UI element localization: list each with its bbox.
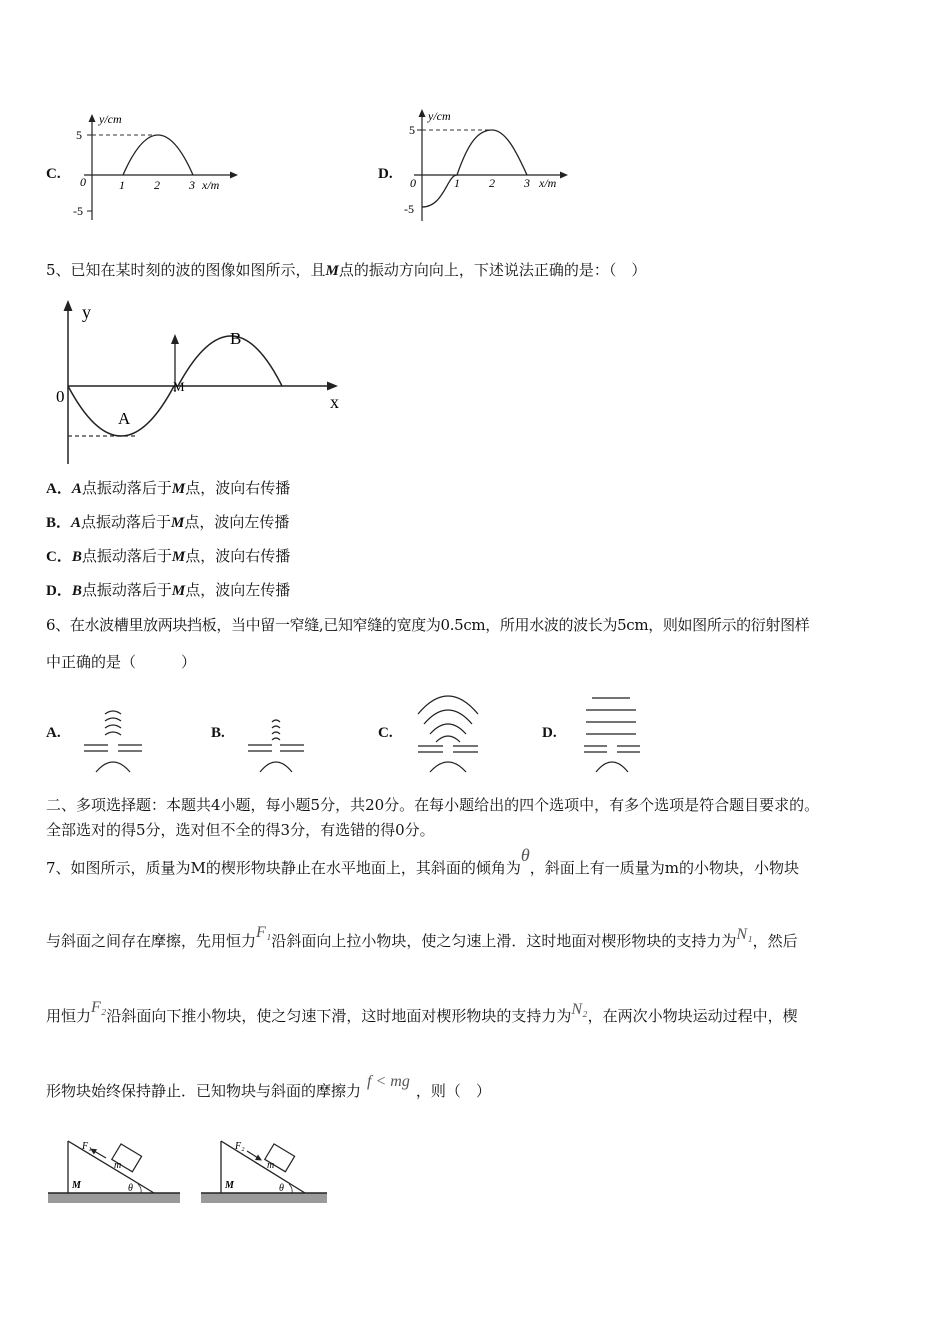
q7-fig1-M: M [72,1180,81,1191]
section2-line1: 二、多项选择题：本题共4小题，每小题5分，共20分。在每小题给出的四个选项中，有多个选项是符合题目要求的。 [46,796,820,814]
q6-stem-line2: 中正确的是（ ） [46,653,197,671]
d-x-axis-label: x/m [539,176,557,190]
q7-figure-1 [46,1135,184,1207]
q6-option-a-label[interactable]: A. [46,725,61,741]
q7-line2: 与斜面之间存在摩擦，先用恒力F₁沿斜面向上拉小物块，使之匀速上滑．这时地面对楔形物块的支持力为N₁，然后 [46,924,798,950]
q5-option-c[interactable]: C．B点振动落后于M点，波向右传播 [46,547,291,565]
q5-y-label: y [82,302,91,322]
q6-option-c-label[interactable]: C. [378,725,393,741]
q6-option-b-label[interactable]: B. [211,725,225,741]
c-y-min: -5 [73,204,83,218]
c-tick-3: 3 [189,178,195,192]
q6-pattern-d [578,690,648,776]
q7-line1: 7、如图所示，质量为M的楔形物块静止在水平地面上，其斜面的倾角为θ，斜面上有一质量为m的小物块，小物块 [46,845,799,877]
q5-origin: 0 [56,387,65,406]
c-tick-2: 2 [154,178,160,192]
q7-fig1-m: m [114,1160,122,1171]
q5-option-a[interactable]: A．A点振动落后于M点，波向右传播 [46,479,291,497]
q4-option-c-label[interactable]: C. [46,166,61,182]
section2-line2: 全部选对的得5分，选对但不全的得3分，有选错的得0分。 [46,821,435,839]
q7-fig2-m: m [267,1160,275,1171]
q6-option-d-label[interactable]: D. [542,725,557,741]
d-tick-1: 1 [454,176,460,190]
q5-option-d[interactable]: D．B点振动落后于M点，波向左传播 [46,581,291,599]
q7-fig1-theta: θ [128,1183,133,1194]
q7-line3: 用恒力F₂沿斜面向下推小物块，使之匀速下滑，这时地面对楔形物块的支持力为N₂，在两次小物块运动过程中，楔 [46,999,798,1025]
q7-fig1-force: F₁ [82,1141,92,1152]
d-origin: 0 [410,176,416,190]
q5-x-label: x [330,392,339,412]
c-x-axis-label: x/m [202,178,220,192]
d-y-min: -5 [404,202,414,216]
d-y-axis-label: y/cm [428,109,451,123]
c-y-max: 5 [76,128,82,142]
c-y-axis-label: y/cm [99,112,122,126]
q6-pattern-b [242,700,312,780]
q4-option-d-label[interactable]: D. [378,166,393,182]
q7-line4: 形物块始终保持静止．已知物块与斜面的摩擦力f < mg，则（ ） [46,1073,491,1100]
d-y-max: 5 [409,123,415,137]
q5-option-b[interactable]: B．A点振动落后于M点，波向左传播 [46,513,290,531]
q7-fig2-M: M [225,1180,234,1191]
q7-fig2-force: F₂ [235,1141,245,1152]
d-tick-3: 3 [524,176,530,190]
q6-pattern-c [410,684,486,776]
c-tick-1: 1 [119,178,125,192]
q7-figure-2 [199,1135,331,1207]
d-tick-2: 2 [489,176,495,190]
c-origin: 0 [80,175,86,189]
q6-stem-line1: 6、在水波槽里放两块挡板，当中留一窄缝,已知窄缝的宽度为0.5cm，所用水波的波长为5cm，则如图所示的衍射图样 [46,616,810,634]
q5-point-m: M [173,379,185,394]
q5-stem: 5、已知在某时刻的波的图像如图所示，且M点的振动方向向上，下述说法正确的是：（ ） [46,261,647,279]
q5-wave-figure [50,292,350,470]
q4-graph-d [398,103,578,227]
q5-point-a: A [118,409,131,428]
q7-fig2-theta: θ [279,1183,284,1194]
q6-pattern-a [80,700,150,780]
q4-graph-c [66,108,246,228]
q5-point-b: B [230,329,242,348]
